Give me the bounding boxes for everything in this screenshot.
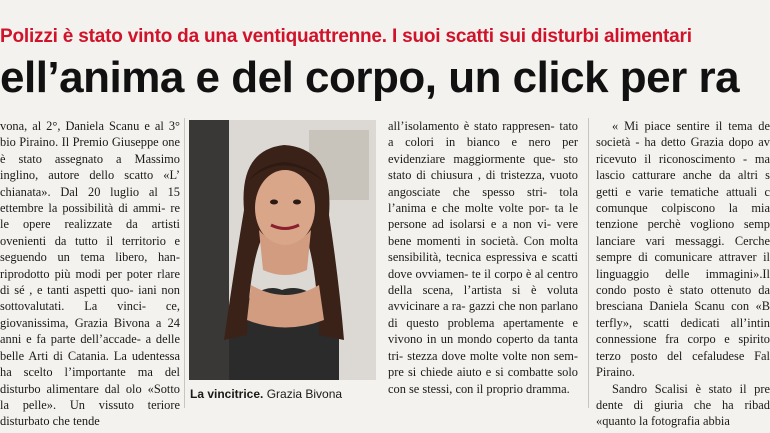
caption-name: Grazia Bivona — [263, 387, 343, 401]
article-column-4 — [596, 118, 770, 429]
article-column-3 — [388, 118, 578, 408]
winner-photo — [189, 120, 376, 380]
column-4-paragraph-2: Sandro Scalisi è stato il pre dente di giuria che ha ribad «quanto la fotografia abbia — [596, 381, 770, 429]
article-column-1 — [0, 118, 180, 429]
column-3-text: all’isolamento è stato rappresen- tato a colori in bianco e nero per evidenziare maggiormente que- sto stato di chiusura , di tristezza, vuoto angosciate che spesso stri- tola l’anima e che molte volte por- ta le persone ad isolarsi e a non vi- vere bene momenti in società. Con molta sensibilità, tecnica espressiva e scatti dove ovviamen- te il corpo è al centro della scena, l’artista si è voluta avvicinare a ra- gazzi che non parlano di questo problema apertamente e vivono in un mondo coperto da tanta tri- stezza dove molte volte non sem- pre si chiede aiuto e si combatte solo con se stessi, con il proprio dramma. — [388, 119, 578, 396]
article-kicker: Polizzi è stato vinto da una ventiquattrenne. I suoi scatti sui disturbi alimentari — [0, 26, 692, 47]
page-top-strip — [0, 0, 770, 14]
photo-caption — [190, 387, 380, 405]
column-4-paragraph-1: « Mi piace sentire il tema de società - ha detto Grazia dopo av ricevuto il riconoscimento - ma lascio catturare anche da altri s getti e varie tematiche attuali c comunque colpiscono la mia tenzione perchè vogliono semp lanciare vari messaggi. Cerche sempre di comunicare attraver il linguaggio delle immagini».Il condo posto è stato ottenuto da bresciana Daniela Scanu con «B terfly», scatti dedicati all’intin connessione fra corpo e spirito terzo posto del cefaludese Fal Piraino. — [596, 119, 770, 380]
column-divider — [588, 118, 589, 408]
caption-label: La vincitrice. — [190, 387, 264, 401]
column-1-text: vona, al 2°, Daniela Scanu e al 3° bio Piraino. Il Premio Giuseppe one è stato assegnato a Massimo inglino, autore dello scatto «L’ chianata». Dal 20 luglio al 15 ettembre la possibilità di ammi- re le opere realizzate da artisti ovenienti da tutto il territorio e seguendo un tema libero, han- riprodotto più modi per poter rlare di sé , e tanti aspetti quo- iani non sottovalutati. La vinci- ce, giovanissima, Grazia Bivona a 24 anni e fa parte dell’accade- a delle belle Arti di Catania. La udentessa ha scelto l’importante ma del disturbo alimentare dal olo «Sotto la pelle». Un vissuto teriore disturbato che tende — [0, 119, 180, 429]
portrait-illustration — [189, 120, 376, 380]
column-divider — [184, 118, 185, 408]
article-headline: ell’anima e del corpo, un click per ra — [0, 53, 740, 102]
